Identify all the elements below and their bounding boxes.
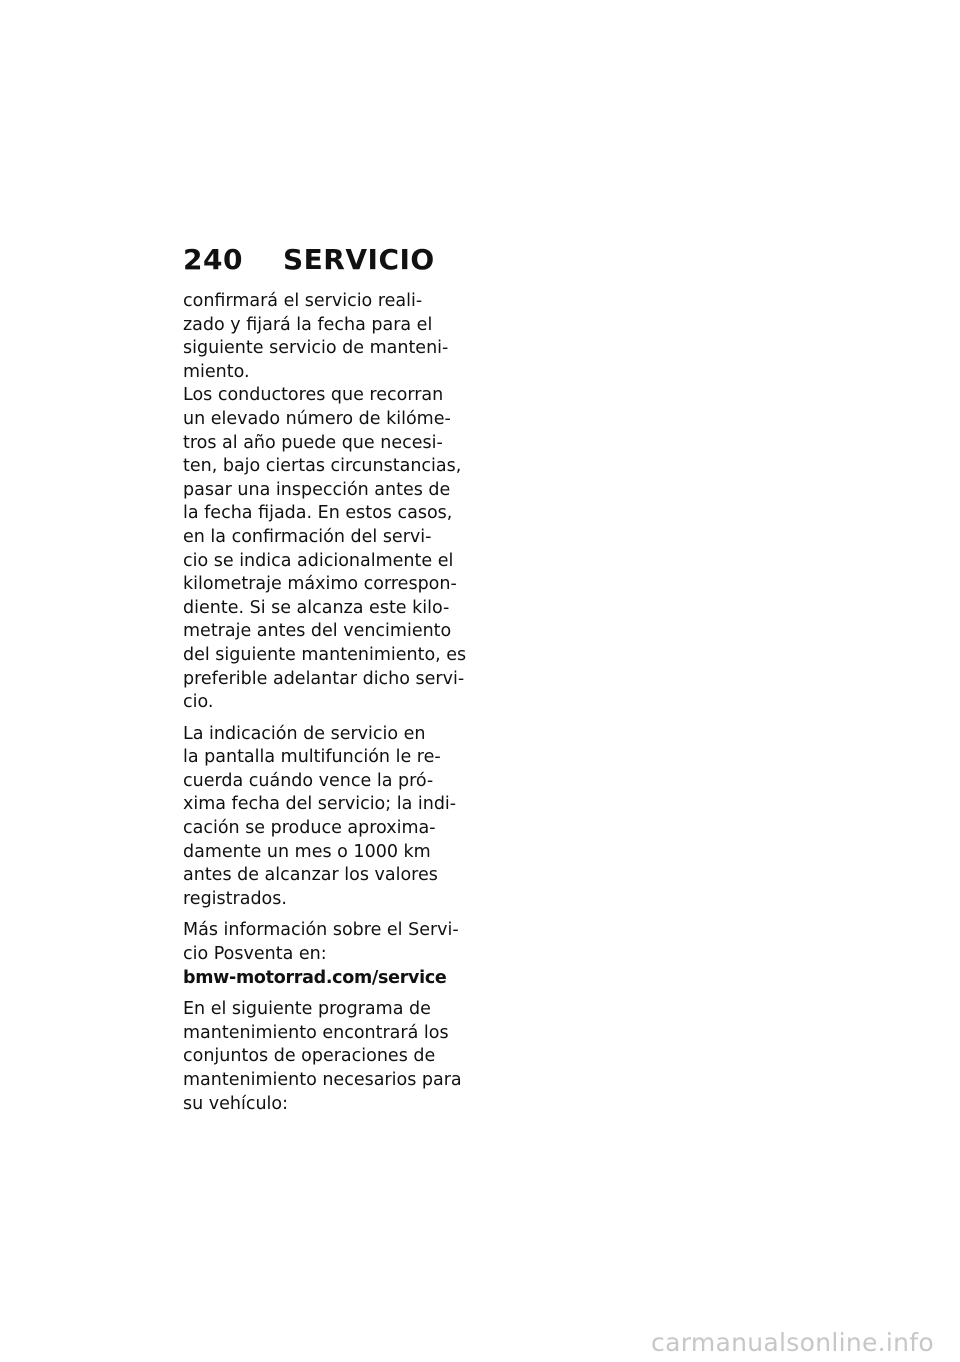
service-web-link[interactable]: bmw-motorrad.com/service (183, 967, 447, 988)
text-line: la fecha fijada. En estos casos, (183, 503, 453, 524)
text-line: Los conductores que recorran (183, 385, 444, 406)
text-line: antes de alcanzar los valores (183, 865, 438, 886)
text-line: mantenimiento encontrará los (183, 1022, 449, 1043)
text-line: En el siguiente programa de (183, 999, 431, 1020)
section-title: SERVICIO (283, 243, 435, 276)
text-line: su vehículo: (183, 1093, 289, 1114)
text-line: preferible adelantar dicho servi- (183, 668, 465, 689)
text-line: ten, bajo ciertas circunstancias, (183, 456, 462, 477)
paragraph-more-info (183, 919, 465, 990)
text-line: cio. (183, 692, 214, 713)
text-line: siguiente servicio de manteni- (183, 338, 449, 359)
text-line: La indicación de servicio en (183, 723, 426, 744)
paragraph-high-mileage (183, 384, 465, 714)
text-line: un elevado número de kilóme- (183, 408, 451, 429)
text-line: miento. (183, 361, 250, 382)
text-line: del siguiente mantenimiento, es (183, 644, 467, 665)
page-header (183, 243, 435, 276)
text-line: pasar una inspección antes de (183, 479, 451, 500)
page-number: 240 (183, 243, 243, 276)
paragraph-maintenance-schedule (183, 998, 465, 1116)
text-line: registrados. (183, 888, 287, 909)
text-line: confirmará el servicio reali- (183, 291, 423, 311)
text-line: cio se indica adicionalmente el (183, 550, 454, 571)
text-line: cio Posventa en: (183, 944, 327, 965)
text-line: cuerda cuándo vence la pró- (183, 770, 434, 791)
paragraph-service-indicator (183, 723, 465, 912)
text-line: kilometraje máximo correspon- (183, 574, 457, 595)
text-line: mantenimiento necesarios para (183, 1070, 462, 1090)
text-line: la pantalla multifunción le re- (183, 747, 441, 768)
text-line: diente. Si se alcanza este kilo- (183, 597, 450, 618)
paragraph-service-confirmation (183, 290, 465, 384)
site-watermark: carmanualsonline.info (651, 1328, 934, 1357)
text-line: en la confirmación del servi- (183, 526, 432, 547)
body-text-column (183, 290, 465, 1116)
text-line: conjuntos de operaciones de (183, 1046, 436, 1067)
text-line: cación se produce aproxima- (183, 818, 436, 839)
text-line: damente un mes o 1000 km (183, 841, 431, 862)
text-line: tros al año puede que necesi- (183, 432, 443, 453)
text-line: xima fecha del servicio; la indi- (183, 794, 457, 815)
text-line: metraje antes del vencimiento (183, 621, 452, 642)
text-line: Más información sobre el Servi- (183, 920, 459, 941)
text-line: zado y fijará la fecha para el (183, 314, 433, 335)
